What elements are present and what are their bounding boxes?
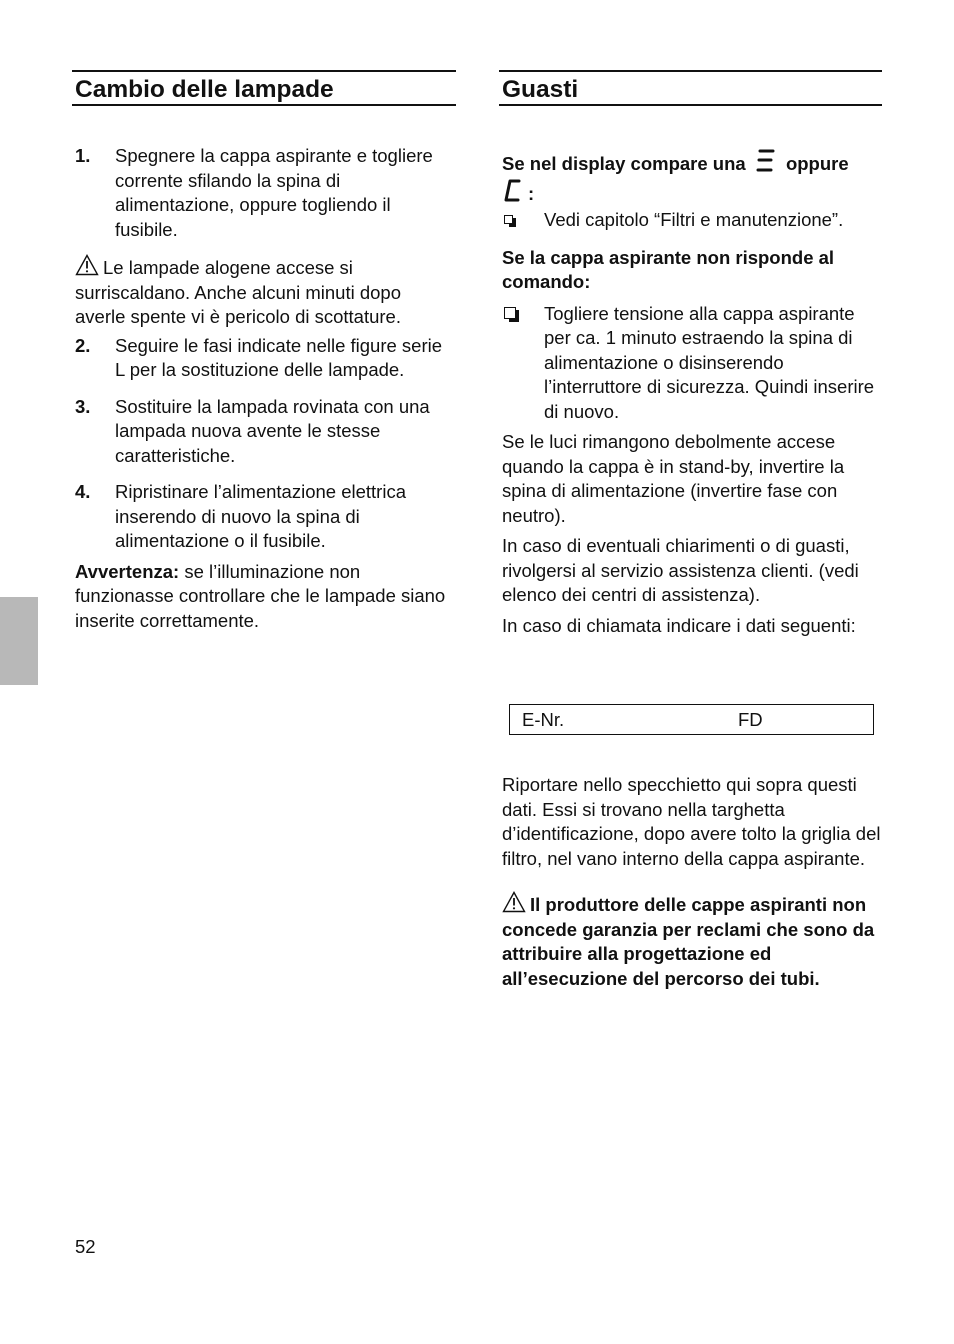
display-list-text: Vedi capitolo “Filtri e manutenzione”. — [544, 209, 844, 230]
no-response-text: Togliere tensione alla cappa aspirante per ca. 1 minuto estraendo la spina di alimentazione o disinserendo l’interruttore di sicurezza. Quindi inserire di nuovo. — [544, 302, 875, 422]
warning-lamps-hot — [75, 254, 456, 330]
no-response-heading: Se la cappa aspirante non risponde al comando: — [502, 246, 835, 292]
warranty-warning — [502, 891, 882, 991]
step-number: 1. — [75, 145, 91, 166]
display-heading-or: oppure — [785, 153, 849, 174]
warranty-text: Il produttore delle cappe aspiranti non concede garanzia per reclami che sono da attribuire alla progettazione ed all’esecuzione del percorso dei tubi. — [502, 894, 875, 989]
step-text: Spegnere la cappa aspirante e togliere corrente sfilando la spina di alimentazione, oppure togliendo il fusibile. — [115, 145, 433, 240]
step-4 — [75, 480, 456, 554]
step-number: 4. — [75, 481, 91, 502]
display-filter-symbol-icon — [755, 148, 777, 174]
checkbox-bullet-icon — [504, 307, 516, 319]
step-3 — [75, 395, 456, 469]
paragraph-call-data: In caso di chiamata indicare i dati seguenti: — [502, 614, 856, 636]
step-text: Seguire le fasi indicate nelle figure serie L per la sostituzione delle lampade. — [115, 334, 443, 380]
note-text: se l’illuminazione non funzionasse controllare che le lampade siano inserite correttamente. — [75, 560, 446, 631]
display-heading-colon: : — [528, 183, 535, 204]
fd-label: FD — [738, 709, 763, 730]
faults-section — [499, 70, 882, 638]
page-number: 52 — [75, 1236, 96, 1257]
step-text: Ripristinare l’alimentazione elettrica inserendo di nuovo la spina di alimentazione o il fusibile. — [115, 481, 406, 551]
note-paragraph — [75, 560, 456, 634]
step-1 — [75, 144, 456, 242]
section-title-faults: Guasti — [499, 70, 882, 106]
display-heading — [502, 148, 882, 208]
step-2 — [75, 334, 456, 383]
step-number: 2. — [75, 334, 91, 356]
step-text: Sostituire la lampada rovinata con una lampada nuova avente le stesse caratteristiche. — [115, 395, 430, 466]
paragraph-service: In caso di eventuali chiarimenti o di guasti, rivolgersi al servizio assistenza clienti. (vedi elenco dei centri di assistenza). — [502, 535, 859, 605]
service-data-box — [509, 704, 874, 735]
enr-label: E-Nr. — [522, 709, 565, 730]
display-l-symbol-icon — [502, 178, 524, 204]
warning-triangle-icon — [75, 254, 99, 276]
side-tab-marker — [0, 597, 38, 685]
right-lower-content — [502, 773, 882, 991]
no-response-list-item — [502, 302, 882, 425]
note-label: Avvertenza: — [75, 560, 180, 582]
paragraph-rating-plate: Riportare nello specchietto qui sopra questi dati. Essi si trovano nella targhetta d’identificazione, dopo avere tolto la griglia del filtro, nel vano interno della cappa aspirante. — [502, 774, 881, 869]
warning-triangle-icon — [502, 891, 526, 913]
lamp-change-section — [72, 70, 456, 633]
paragraph-lights: Se le luci rimangono debolmente accese quando la cappa è in stand-by, invertire la spina di alimentazione (invertire fase con neutro). — [502, 431, 845, 526]
section-title-lamp-change: Cambio delle lampade — [72, 70, 456, 106]
display-list-item — [502, 208, 882, 233]
display-heading-text: Se nel display compare una — [502, 153, 746, 174]
warning-text: Le lampade alogene accese si surriscaldano. Anche alcuni minuti dopo averle spente vi è pericolo di scottature. — [75, 257, 401, 327]
step-number: 3. — [75, 395, 91, 417]
checkbox-bullet-icon — [504, 215, 513, 224]
